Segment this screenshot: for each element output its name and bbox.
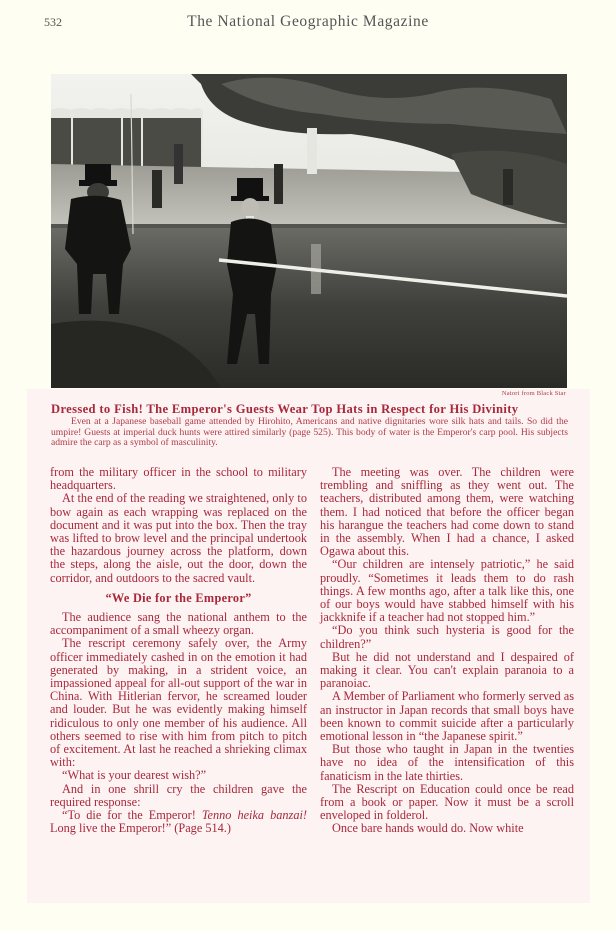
section-heading: “We Die for the Emperor” [105,590,252,605]
photo-illustration [51,74,567,388]
paragraph: The audience sang the national anthem to the accompaniment of a small wheezy organ. [50,610,307,638]
quote-text: “To die for the Emperor! [62,808,202,823]
paragraph: A Member of Parliament who formerly served as an instructor in Japan records that small boys have been known to commit suicide after a particularly emotional lesson in “the Japanese spirit.” [320,689,574,744]
left-column [50,466,307,835]
running-head [0,12,616,36]
paragraph: “What is your dearest wish?” [62,768,207,783]
paragraph: The meeting was over. The children were trembling and sniffling as they went out. The teachers, distributed among them, were watching them. I had noticed that before the officer began his harangue the teachers had come down to stand in the assembly. When I had a chance, I asked Ogawa about this. [320,465,574,559]
paragraph: Once bare hands would do. Now white [332,821,524,836]
magazine-title: The National Geographic Magazine [187,13,429,30]
paragraph: And in one shrill cry the children gave the required response: [50,781,307,809]
photo-credit: Natori from Black Star [501,390,566,397]
page-number: 532 [44,15,62,29]
quote-text: Long live the Emperor!” (Page 514.) [50,821,231,836]
paragraph [50,809,307,835]
paragraph: from the military officer in the school to military headquarters. [50,465,307,493]
right-column [320,466,574,836]
paragraph: “Our children are intensely patriotic,” he said proudly. “Sometimes it leads them to do rash things. A few months ago, after a talk like this, one of our boys would have stabbed himself with his jackknife if a teacher had not stopped him.” [320,557,574,625]
paragraph: “Do you think such hysteria is good for the children?” [320,623,574,651]
paragraph: At the end of the reading we straightened, only to bow again as each wrapping was replaced on the document and it was put into the box. Then the tray was lifted to brow level and the principal undertook the hazardous journey across the platform, down the steps, along the aisle, out the door, down the corridor, and outdoors to the sacred vault. [50,491,307,585]
caption-title: Dressed to Fish! The Emperor's Guests Wear Top Hats in Respect for His Divinity [51,402,519,416]
photograph-emperor-guests-fishing [51,74,567,388]
paragraph: But he did not understand and I despaired of making it clear. You can't explain paranoia to a paranoiac. [320,649,574,691]
paragraph: The Rescript on Education could once be read from a book or paper. Now it must be a scroll enveloped in folderol. [320,781,574,823]
paragraph: But those who taught in Japan in the twenties have no idea of the intensification of this fanaticism in the late thirties. [320,742,574,783]
caption-body: Even at a Japanese baseball game attended by Hirohito, Americans and native dignitaries wore silk hats and tails. So did the umpire! Guests at imperial duck hunts were attired similarly (page 525). This body of water is the Emperor's carp pool. His subjects admire the carp as a symbol of masculinity. [51,416,568,449]
paragraph: The rescript ceremony safely over, the Army officer immediately cashed in on the emotion it had generated by making, in a strident voice, an impassioned appeal for all-out support of the war in China. With Hitlerian fervor, he screamed louder and louder. But he was evidently making himself ridiculous to only one member of his audience. All others seemed to rise with him from pitch to pitch of excitement. At last he reached a shrieking climax with: [50,636,307,770]
japanese-phrase: Tenno heika banzai! [201,808,307,823]
